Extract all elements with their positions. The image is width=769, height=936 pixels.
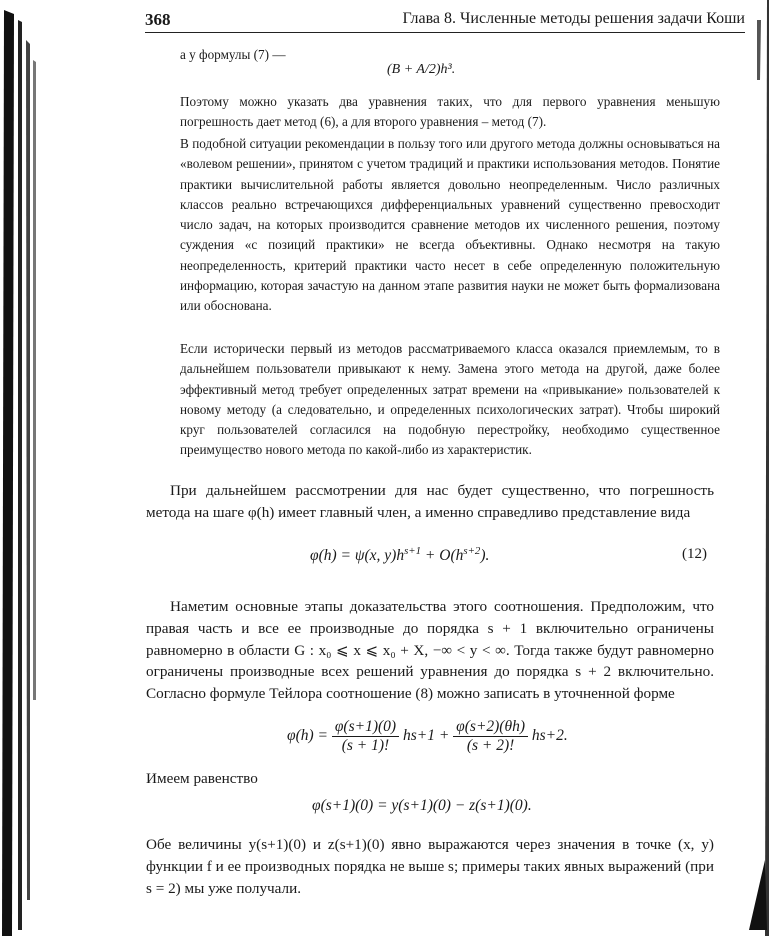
taylor-num-1: φ(s+1)(0) xyxy=(332,718,399,737)
taylor-frac-2 xyxy=(453,718,528,755)
running-head: Глава 8. Численные методы решения задачи Коши xyxy=(402,10,745,27)
eq12-mid: + O(h xyxy=(421,547,464,565)
intro-text: а у формулы (7) — xyxy=(180,47,286,62)
small-paragraph-1: Поэтому можно указать два уравнения таких, что для первого уравнения меньшую погрешность дает метод (6), а для второго уравнения – метод (7). xyxy=(180,94,720,130)
scan-edge-left xyxy=(0,0,40,936)
main-paragraph-2: Наметим основные этапы доказательства этого соотношения. Предположим, что правая часть и все ее производные до порядка s + 1 включительно ограничены равномерно в области G : x₀ ⩽ x ⩽ x₀ + X, −∞ < y < ∞. Тогда также будут равномерно ограничены производные всех решений уравнения до порядка s + 2 включительно. Согласно формуле Тейлора соотношение (8) можно записать в уточненной форме xyxy=(146,598,714,703)
taylor-plus: + xyxy=(438,727,450,745)
page-header xyxy=(145,10,745,33)
eq12-exp2: s+2 xyxy=(463,545,481,557)
taylor-lhs: φ(h) = xyxy=(287,727,328,745)
taylor-h-1: hs+1 xyxy=(402,727,435,745)
eq12-exp1: s+1 xyxy=(404,545,422,557)
taylor-den-1: (s + 1)! xyxy=(341,737,390,754)
eq12-end: ). xyxy=(480,547,490,565)
main-paragraph-3: Имеем равенство xyxy=(146,770,258,787)
taylor-den-2: (s + 2)! xyxy=(466,737,515,754)
equation-number-12: (12) xyxy=(682,546,707,562)
equation-difference: φ(s+1)(0) = y(s+1)(0) − z(s+1)(0). xyxy=(312,797,532,814)
taylor-frac-1 xyxy=(332,718,399,755)
equation-12 xyxy=(310,545,489,565)
small-paragraph-2: В подобной ситуации рекомендации в пользу того или другого метода должны основываться на «волевом решении», принятом с учетом традиций и практики использования методов. Понятие практики вычислительной работы является довольно неопределенным. Число различных классов реально встречающихся дифференциальных уравнений существенно превосходит число задач, на которых производится сравнение методов их численного решения, поэтому суждения «с позиций практики» не всегда объективны. Однако несмотря на такую неопределенность, критерий практики часто несет в себе определенную положительную информацию, которая зачастую на данном этапе развития науки не может быть формализована или обоснована. xyxy=(180,136,720,314)
main-paragraph-1: При дальнейшем рассмотрении для нас будет существенно, что погрешность метода на шаге φ(h) имеет главный член, а именно справедливо представление вида xyxy=(146,482,714,521)
small-paragraph-3: Если исторически первый из методов рассматриваемого класса оказался приемлемым, то в дальнейшем пользователи привыкают к нему. Замена этого метода на другой, даже более эффективный метод требует определенных затрат времени на «привыкание» пользователей к новому методу (а следовательно, и определенных психологических затрат). Чтобы широкий круг пользователей согласился на подобную перестройку, необходимо существенное преимущество нового метода по какой-либо из характеристик. xyxy=(180,341,720,458)
taylor-num-2: φ(s+2)(θh) xyxy=(453,718,528,737)
main-paragraph-4: Обе величины y(s+1)(0) и z(s+1)(0) явно выражаются через значения в точке (x, y) функции f и ее производных порядка не выше s; примеры таких явных выражений (при s = 2) мы уже получали. xyxy=(146,836,714,897)
eq12-left: φ(h) = ψ(x, y)h xyxy=(310,547,405,565)
taylor-h-2: hs+2. xyxy=(531,727,568,745)
page-number: 368 xyxy=(145,10,171,29)
equation-taylor xyxy=(287,718,568,755)
intro-formula: (B + A/2)h³. xyxy=(387,62,456,77)
scan-edge-right xyxy=(729,0,769,936)
